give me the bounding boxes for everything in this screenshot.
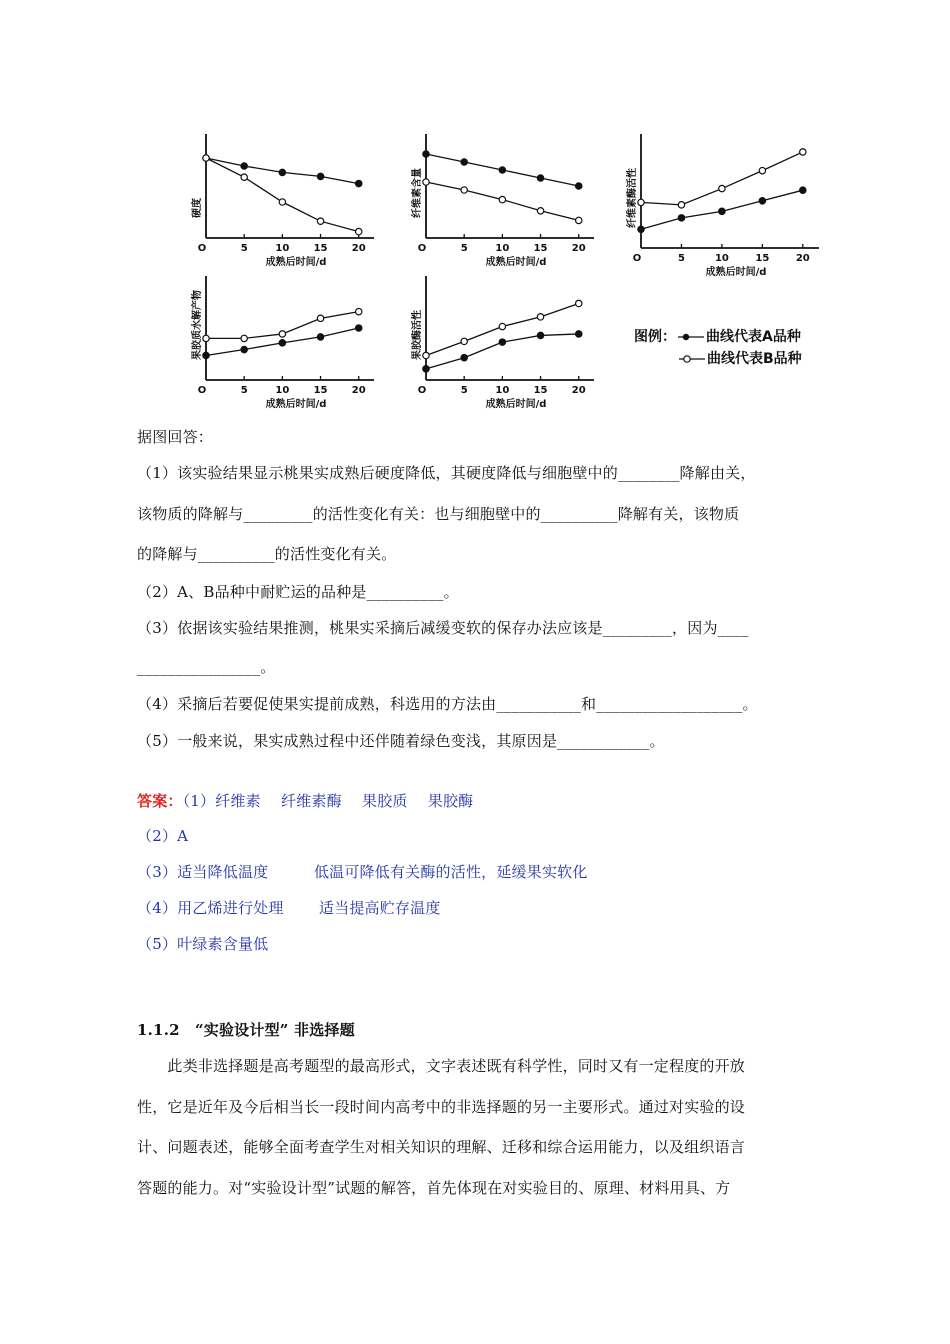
x-tick-label: O	[632, 253, 642, 264]
data-point-b	[499, 323, 505, 329]
x-tick-label: 10	[495, 385, 510, 396]
answer-3: （3）适当降低温度 低温可降低有关酶的活性，延缓果实软化	[137, 863, 588, 881]
data-point-a	[317, 173, 323, 179]
data-point-b	[678, 202, 684, 208]
x-tick-label: 5	[240, 243, 248, 254]
data-point-b	[356, 308, 362, 314]
open-dot-marker-icon	[677, 354, 707, 364]
data-point-a	[638, 226, 644, 232]
data-point-a	[800, 187, 806, 193]
data-point-b	[279, 331, 285, 337]
data-point-b	[241, 335, 247, 341]
answer-1-text: （1）纤维素 纤维素酶 果胶质 果胶酶	[182, 792, 474, 810]
legend-row-a	[634, 326, 802, 348]
x-tick-label: 20	[351, 385, 366, 396]
data-point-b	[241, 174, 247, 180]
data-point-a	[356, 180, 362, 186]
x-tick-label: 5	[677, 253, 685, 264]
question-5: （5）一般来说，果实成熟过程中还伴随着绿色变浅，其原因是____________。	[137, 732, 665, 750]
questions-intro: 据图回答：	[137, 428, 214, 446]
x-tick-label: 15	[533, 385, 548, 396]
data-point-a	[356, 325, 362, 331]
x-tick-label: 15	[533, 243, 548, 254]
data-point-a	[279, 169, 285, 175]
x-tick-label: 15	[755, 253, 770, 264]
section-paragraph-line-1: 此类非选择题是高考题型的最高形式，文字表述既有科学性，同时又有一定程度的开放	[137, 1057, 746, 1075]
x-tick-label: 10	[275, 243, 290, 254]
filled-dot-marker-icon	[676, 332, 706, 342]
x-tick-label: 10	[495, 243, 510, 254]
data-point-b	[537, 208, 543, 214]
question-3-line-2: ________________。	[137, 658, 276, 676]
data-point-b	[800, 149, 806, 155]
x-axis-label: 成熟后时间/d	[705, 267, 767, 278]
x-tick-label: O	[417, 385, 427, 396]
answer-2: （2）A	[137, 827, 189, 845]
data-point-b	[203, 335, 209, 341]
x-tick-label: 20	[795, 253, 810, 264]
chart-pectinase-activity	[400, 270, 600, 410]
question-2: （2）A、B品种中耐贮运的品种是__________。	[137, 583, 459, 601]
y-axis-label: 硬度	[192, 198, 203, 218]
x-axis-label: 成熟后时间/d	[265, 399, 327, 410]
x-tick-label: O	[197, 243, 207, 254]
data-point-b	[203, 155, 209, 161]
data-point-a	[499, 339, 505, 345]
data-point-a	[461, 355, 467, 361]
question-1-line-2: 该物质的降解与_________的活性变化有关：也与细胞壁中的__________降解有关，该物质	[137, 505, 740, 523]
x-tick-label: 20	[571, 243, 586, 254]
legend-label-a: 曲线代表A品种	[706, 329, 801, 345]
data-point-b	[423, 179, 429, 185]
data-point-a	[241, 346, 247, 352]
data-point-b	[576, 217, 582, 223]
data-point-b	[719, 185, 725, 191]
section-paragraph-line-3: 计、问题表述，能够全面考查学生对相关知识的理解、迁移和综合运用能力，以及组织语言	[137, 1138, 746, 1156]
chart-cellulose-content	[400, 128, 600, 268]
x-tick-label: O	[417, 243, 427, 254]
data-point-a	[759, 198, 765, 204]
y-axis-label: 纤维素含量	[412, 168, 423, 218]
data-point-a	[678, 215, 684, 221]
answer-5: （5）叶绿素含量低	[137, 935, 269, 953]
data-point-a	[279, 340, 285, 346]
data-point-a	[499, 167, 505, 173]
x-tick-label: 20	[571, 385, 586, 396]
y-axis-label: 果胶酶活性	[412, 310, 423, 360]
data-point-b	[423, 352, 429, 358]
data-point-a	[576, 183, 582, 189]
question-1-line-1: （1）该实验结果显示桃果实成熟后硬度降低，其硬度降低与细胞壁中的________降解由关，	[137, 464, 756, 482]
legend-label-b: 曲线代表B品种	[707, 351, 802, 367]
data-point-b	[759, 167, 765, 173]
chart-cellulase-activity	[615, 128, 825, 278]
data-point-a	[537, 332, 543, 338]
x-tick-label: 10	[714, 253, 729, 264]
y-axis-label: 纤维素酶活性	[627, 168, 638, 228]
chart-hardness	[180, 128, 380, 268]
data-point-a	[576, 331, 582, 337]
data-point-b	[576, 300, 582, 306]
x-tick-label: 10	[275, 385, 290, 396]
y-axis-label: 果胶质水解产物	[192, 290, 203, 360]
answer-label: 答案：	[137, 792, 183, 810]
x-axis-label: 成熟后时间/d	[265, 257, 327, 268]
data-point-a	[241, 163, 247, 169]
answer-1	[137, 790, 473, 811]
section-paragraph-line-4: 答题的能力。对“实验设计型”试题的解答，首先体现在对实验目的、原理、材料用具、方	[137, 1179, 731, 1197]
data-point-a	[719, 208, 725, 214]
data-point-a	[317, 334, 323, 340]
section-heading: 1.1.2 “实验设计型” 非选择题	[137, 1021, 355, 1039]
section-paragraph-line-2: 性，它是近年及今后相当长一段时间内高考中的非选择题的另一主要形式。通过对实验的设	[137, 1098, 746, 1116]
answer-4: （4）用乙烯进行处理 适当提高贮存温度	[137, 899, 441, 917]
x-tick-label: 5	[460, 243, 468, 254]
data-point-b	[356, 228, 362, 234]
legend-row-b	[634, 348, 802, 370]
data-point-b	[279, 199, 285, 205]
x-tick-label: 5	[460, 385, 468, 396]
data-point-a	[203, 352, 209, 358]
question-4: （4）采摘后若要促使果实提前成熟，科选用的方法由___________和___________________。	[137, 695, 758, 713]
question-3-line-1: （3）依据该实验结果推测，桃果实采摘后减缓变软的保存办法应该是_________，因为____	[137, 619, 749, 637]
x-axis-label: 成熟后时间/d	[485, 257, 547, 268]
data-point-b	[537, 314, 543, 320]
data-point-a	[461, 159, 467, 165]
chart-legend	[634, 326, 802, 370]
data-point-b	[499, 196, 505, 202]
x-tick-label: 15	[313, 243, 328, 254]
x-tick-label: 20	[351, 243, 366, 254]
data-point-b	[461, 187, 467, 193]
x-tick-label: 15	[313, 385, 328, 396]
x-tick-label: O	[197, 385, 207, 396]
data-point-b	[317, 315, 323, 321]
data-point-b	[317, 218, 323, 224]
x-axis-label: 成熟后时间/d	[485, 399, 547, 410]
data-point-a	[537, 175, 543, 181]
data-point-a	[423, 366, 429, 372]
data-point-b	[638, 199, 644, 205]
question-1-line-3: 的降解与__________的活性变化有关。	[137, 545, 397, 563]
x-tick-label: 5	[240, 385, 248, 396]
data-point-a	[423, 151, 429, 157]
legend-title: 图例：	[634, 329, 676, 345]
data-point-b	[461, 338, 467, 344]
chart-pectin-hydrolysis	[180, 270, 380, 410]
